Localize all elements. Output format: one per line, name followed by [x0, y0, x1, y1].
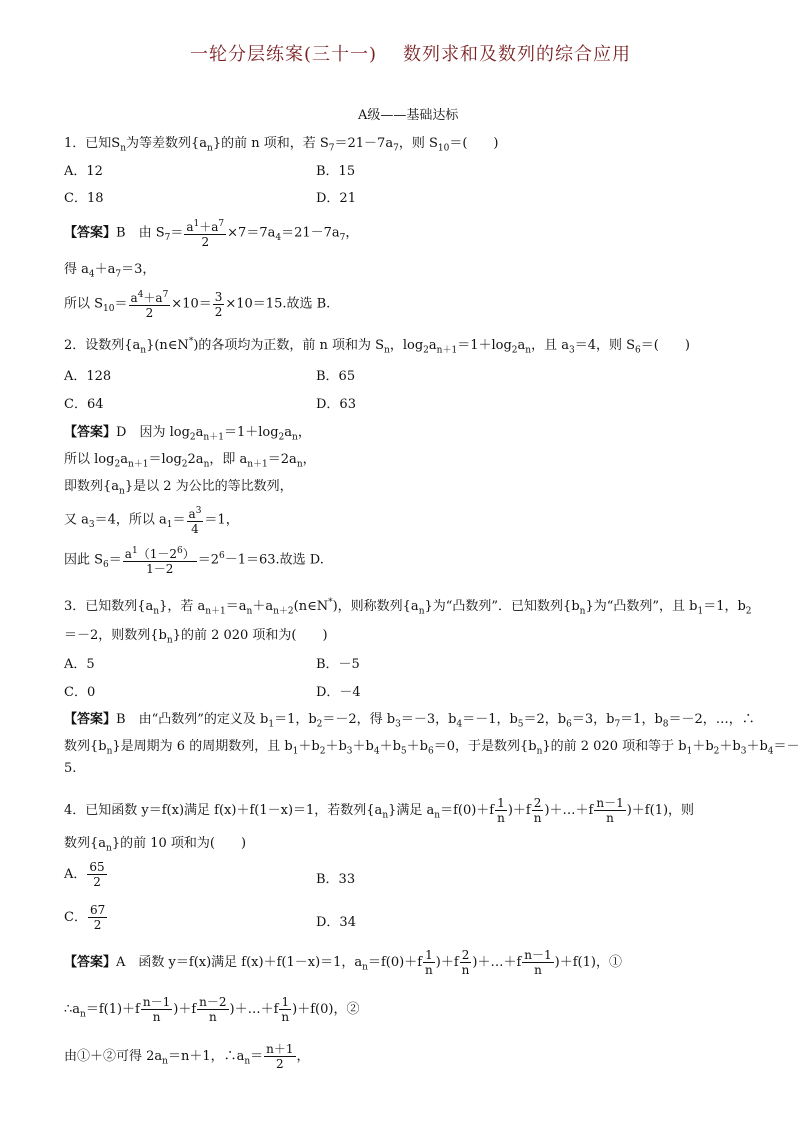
q1-option-a: A．12 [64, 164, 103, 179]
q4-option-c: C． $\frac{67}{2}$ [64, 903, 106, 932]
q4-step-3: 由①＋②可得 $2a_n=n+1$，$\therefore a_n=$ $\frac{n+1}{2}$ ， [64, 1042, 310, 1071]
q4-answer: 【答案】A 函数 y＝f(x)满足 f(x)＋f(1－x)＝1，$a_n=f(0)+f$ $\frac{1}{n}$ )＋f $\frac{2}{n}$ )＋…＋f $\frac{n-1}{n}$ )＋f(1)，① [64, 948, 622, 977]
q3-step-2: 数列$\{b_n\}$是周期为 6 的周期数列，且 $b_1+b_2+b_3+b_4+b_5+b_6=0$，于是数列$\{b_n\}$的前 2 020 项和等于 $b_1+b_2+b_3+b_4=-$ [64, 739, 800, 757]
question-3: 3．已知数列$\{a_n\}$，若 $a_{n+1}=a_n+a_{n+2}(n\in N^*)$，则称数列$\{a_n\}$为“凸数列”．已知数列$\{b_n\}$为“凸数列”，且 $b_1=1$，$b_2$ [64, 597, 752, 617]
q1-step-3: 所以 $S_{10}=$ $\frac{a^4+a^7}{2}$ ×10＝ $\frac{3}{2}$ ×10＝15.故选 B. [64, 289, 331, 320]
question-1: 1．已知$S_n$为等差数列$\{a_n\}$的前 n 项和，若 $S_7=21-7a_7$，则 $S_{10}=$( ) [64, 136, 499, 154]
page-title: 一轮分层练案(三十一) 数列求和及数列的综合应用 [190, 44, 632, 65]
q1-step-2: 得 $a_4+a_7=3$， [64, 262, 156, 280]
q3-option-a: A．5 [64, 657, 95, 672]
q2-step-2: 所以 $\log_2a_{n+1}=\log_22a_n$，即 $a_{n+1}=2a_n$， [64, 452, 316, 470]
q3-option-b: B．－5 [316, 657, 360, 672]
q2-answer: 【答案】D 因为 $\log_2a_{n+1}=1+\log_2a_n$， [64, 425, 311, 443]
q4-option-b: B．33 [316, 872, 356, 887]
q4-option-a: A． $\frac{65}{2}$ [64, 860, 105, 889]
q1-option-c: C．18 [64, 191, 104, 206]
q3-answer: 【答案】B 由“凸数列”的定义及 $b_1=1$，$b_2=-2$，得 $b_3=-3$，$b_4=-1$，$b_5=2$，$b_6=3$，$b_7=1$，$b_8=-2$，…，∴ [64, 712, 755, 730]
q4-option-d: D．34 [316, 915, 356, 930]
q2-option-b: B．65 [316, 369, 356, 384]
question-2: 2．设数列$\{a_n\}(n\in N^*)$的各项均为正数，前 n 项和为 $S_n$，$\log_2a_{n+1}=1+\log_2a_n$，且 $a_3=4$，则 $S_6=$( ) [64, 336, 690, 356]
q1-option-d: D．21 [316, 191, 356, 206]
q1-option-b: B．15 [316, 164, 356, 179]
q4-step-2: $\therefore a_n=f(1)+f$ $\frac{n-1}{n}$ )＋f $\frac{n-2}{n}$ )＋…＋f $\frac{1}{n}$ )＋f(0)，② [64, 995, 360, 1024]
q2-option-d: D．63 [316, 397, 356, 412]
question-3-cont: ＝－2，则数列$\{b_n\}$的前 2 020 项和为( ) [64, 628, 328, 646]
level-heading: A级——基础达标 [358, 108, 459, 123]
q2-step-4: 又 $a_3=4$，所以 $a_1=$ $\frac{a^3}{4}$ ＝1， [64, 506, 239, 536]
question-4: 4．已知函数 y＝f(x)满足 f(x)＋f(1－x)＝1，若数列$\{a_n\}$满足 $a_n=f(0)+f$ $\frac{1}{n}$ )＋f $\frac{2}{n}$ )＋…＋f $\frac{n-1}{n}$ )＋f(1)，则 [64, 796, 695, 825]
q2-step-5: 因此 $S_6=$ $\frac{a^1(1-2^6)}{1-2}$ $=2^6-1=63$.故选 D. [64, 546, 324, 576]
q3-step-3: 5. [64, 761, 77, 776]
q2-step-3: 即数列$\{a_n\}$是以 2 为公比的等比数列， [64, 479, 293, 497]
q1-answer: 【答案】B 由 $S_7=$ $\frac{a^1+a^7}{2}$ $\times 7=7a_4=21-7a_7$， [64, 219, 359, 249]
q2-option-c: C．64 [64, 397, 104, 412]
q3-option-d: D．－4 [316, 685, 361, 700]
q2-option-a: A．128 [64, 369, 112, 384]
q3-option-c: C．0 [64, 685, 96, 700]
question-4-cont: 数列$\{a_n\}$的前 10 项和为( ) [64, 836, 247, 854]
